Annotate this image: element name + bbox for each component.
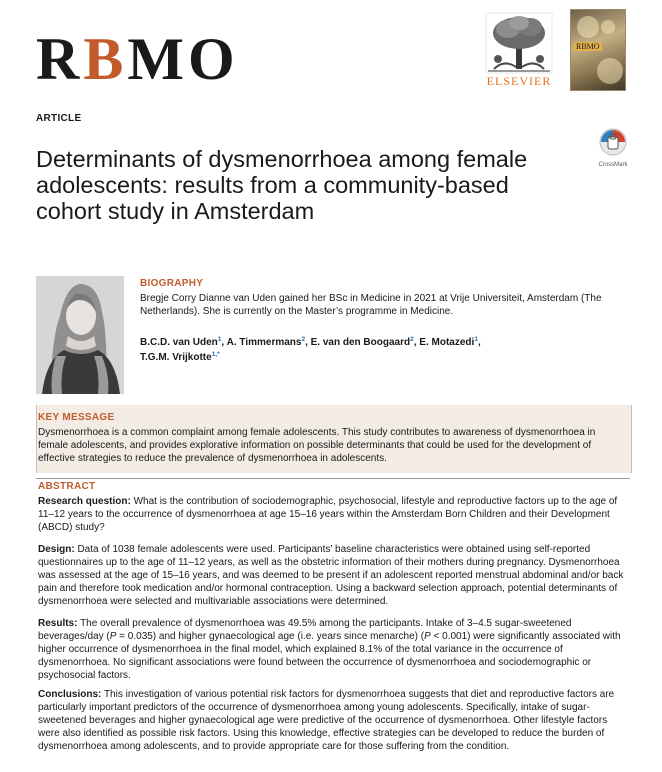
design-label: Design:: [38, 544, 75, 555]
cover-art-shape: [601, 20, 615, 34]
article-title: Determinants of dysmenorrhoea among female adolescents: results from a community-based cohort study in Amsterdam: [36, 146, 528, 224]
abstract-design: [38, 543, 628, 608]
logo-letters: MO: [127, 26, 239, 92]
affiliation-marker[interactable]: 2: [410, 336, 414, 343]
cover-art-shape: [597, 58, 623, 84]
author-separator: ,: [221, 337, 227, 348]
section-divider: [36, 478, 630, 479]
results-label: Results:: [38, 618, 78, 629]
author-separator: ,: [413, 337, 420, 348]
results-text: = 0.035) and higher gynaecological age (i.e. years since menarche) (: [116, 631, 425, 642]
cover-journal-label: RBMO: [576, 42, 600, 51]
abstract-research-question: [38, 495, 628, 534]
key-message-text: Dysmenorrhoea is a common complaint among female adolescents. This study contributes to awareness of dysmenorrhoea in female adolescents, and provides explorative information on possible determinants that could be used for the development of effective strategies to reduce the prevalence of dysmenorrhoea in adolescents.: [38, 427, 596, 464]
research-question-label: Research question:: [38, 496, 131, 507]
research-question-text: What is the contribution of sociodemographic, psychosocial, lifestyle and reproductive factors up to the age of 11–12 years to the occurrence of dysmenorrhoea at age 15–16 years within the Amsterdam Born Children and their Development (ABCD) study?: [38, 496, 618, 533]
p-value-symbol: P: [424, 631, 431, 642]
design-text: Data of 1038 female adolescents were used. Participants’ baseline characteristics were obtained using self-reported questionnaires up to the age of 11–12 years, as well as the obstetric information of their mothers during pregnancy. Dysmenorrhoea was assessed at the age of 15–16 years, and was deemed to be present if an adolescent reported menstrual abdominal and/or back pain and therefore took medication and/or hormonal contraception. Using a backward selection approach, potential determinants of dysmenorrhoea were selected and multivariable associations were determined.: [38, 544, 624, 607]
conclusions-text: This investigation of various potential risk factors for dysmenorrhoea suggests that diet and reproductive factors are particularly important predictors of the occurrence of dysmenorrhoea among young adolescents. Specifically, intake of sugar-sweetened beverages and higher gynaecological age were predictive of the occurrence of dysmenorrhoea. Other lifestyle factors were also identified as possible risk factors. Using this knowledge, effective strategies can be developed to reduce the burden of dysmenorrhoea among adolescents, and to provide appropriate care for those suffering from the condition.: [38, 689, 615, 752]
key-message-heading: KEY MESSAGE: [38, 412, 115, 423]
journal-logo[interactable]: [36, 24, 239, 94]
abstract-heading: ABSTRACT: [38, 481, 96, 492]
biography-text: Bregje Corry Dianne van Uden gained her BSc in Medicine in 2021 at Vrije Universiteit, Amsterdam (The Netherlands). She is currently on the Master’s programme in Medicine.: [140, 293, 602, 317]
crossmark-badge[interactable]: [593, 128, 633, 168]
author-name[interactable]: B.C.D. van Uden: [140, 337, 218, 348]
author-separator: ,: [477, 337, 481, 348]
author-name[interactable]: A. Timmermans: [226, 337, 302, 348]
results-text: < 0.001) were significantly associated with higher occurrence of dysmenorrhoea in the final model, which explained 8.1% of the total variance in the occurrence of dysmenorrhoea. No significant associations were found between the occurrence of dysmenorrhoea and sociodemographic or psychosocial factors.: [38, 631, 621, 681]
author-list: [140, 335, 580, 365]
affiliation-marker[interactable]: 1: [217, 336, 222, 343]
author-name[interactable]: E. Motazedi: [419, 337, 475, 348]
affiliation-marker[interactable]: 1: [474, 336, 478, 343]
publisher-name: ELSEVIER: [486, 74, 552, 88]
abstract-conclusions: [38, 688, 628, 753]
crossmark-label: CrossMark: [598, 162, 628, 168]
journal-cover-thumbnail[interactable]: [570, 9, 626, 91]
cover-art-shape: [577, 16, 599, 38]
article-type-label: ARTICLE: [36, 113, 82, 124]
author-separator: ,: [305, 337, 311, 348]
conclusions-label: Conclusions:: [38, 689, 102, 700]
biography-heading: BIOGRAPHY: [140, 278, 204, 289]
author-name[interactable]: E. van den Boogaard: [310, 337, 411, 348]
affiliation-marker[interactable]: 1,*: [211, 351, 220, 358]
author-name[interactable]: T.G.M. Vrijkotte: [140, 352, 212, 363]
crossmark-icon: [599, 128, 627, 156]
affiliation-marker[interactable]: 2: [301, 336, 306, 343]
results-text: The overall prevalence of dysmenorrhoea was 49.5% among the participants. Intake of 3–4.5 sugar-sweetened beverages/day (: [38, 618, 572, 642]
abstract-results: [38, 617, 628, 682]
author-photo: [36, 276, 124, 394]
logo-letter: R: [36, 26, 84, 92]
p-value-symbol: P: [109, 631, 117, 642]
logo-accent-letter: B: [83, 26, 128, 92]
